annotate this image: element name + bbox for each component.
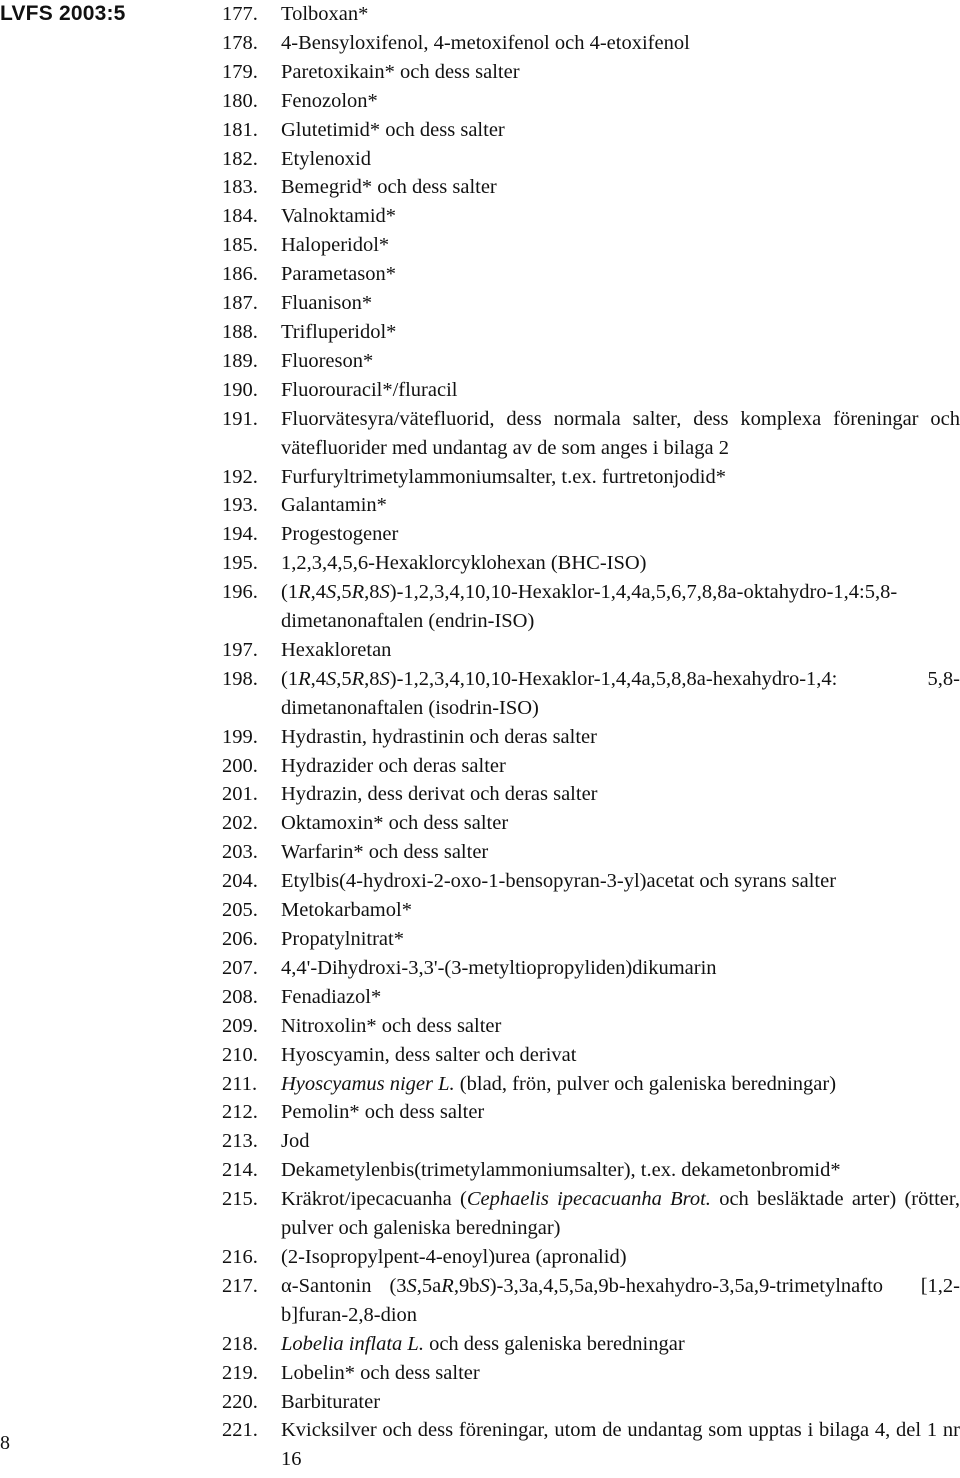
item-text xyxy=(281,491,960,520)
item-number: 199. xyxy=(222,725,258,748)
item-text xyxy=(281,1156,960,1185)
item-number: 208. xyxy=(222,985,258,1008)
list-item xyxy=(222,665,960,723)
item-text xyxy=(281,780,960,809)
item-number: 217. xyxy=(222,1274,258,1297)
text-run: Glutetimid* och dess salter xyxy=(281,118,505,141)
item-number: 216. xyxy=(222,1245,258,1268)
text-run: Paretoxikain* och dess salter xyxy=(281,60,520,83)
item-number: 183. xyxy=(222,176,258,199)
text-run: ,5 xyxy=(336,581,352,604)
item-number: 186. xyxy=(222,263,258,286)
list-item xyxy=(222,289,960,318)
list-item xyxy=(222,549,960,578)
document-id: LVFS 2003:5 xyxy=(0,2,126,25)
list-item xyxy=(222,58,960,87)
item-number: 196. xyxy=(222,581,258,604)
text-run: )-3,3a,4,5,5a,9b-hexahydro-3,5a,9-trimetylnafto [1,2-b]furan-2,8-dion xyxy=(281,1274,960,1326)
list-item xyxy=(222,809,960,838)
text-run: 1,2,3,4,5,6-Hexaklorcyklohexan (BHC-ISO) xyxy=(281,552,647,575)
item-text xyxy=(281,376,960,405)
list-item xyxy=(222,231,960,260)
text-run: Hyoscyamin, dess salter och derivat xyxy=(281,1043,577,1066)
item-text xyxy=(281,318,960,347)
item-number: 203. xyxy=(222,841,258,864)
list-item xyxy=(222,983,960,1012)
text-run: Jod xyxy=(281,1130,310,1153)
substance-list xyxy=(222,0,960,1474)
text-run: Fluoreson* xyxy=(281,349,374,372)
item-number: 198. xyxy=(222,667,258,690)
text-run: Haloperidol* xyxy=(281,234,390,257)
italic-text: S xyxy=(406,1274,417,1297)
text-run: α-Santonin xyxy=(281,1274,372,1297)
text-run: ,8 xyxy=(364,581,380,604)
text-run: Kvicksilver och dess föreningar, utom de undantag som upptas i bilaga 4, del 1 nr 16 xyxy=(281,1419,960,1471)
item-number: 188. xyxy=(222,320,258,343)
item-number: 218. xyxy=(222,1332,258,1355)
text-run: Hydrazin, dess derivat och deras salter xyxy=(281,783,598,806)
italic-text: Lobelia inflata L. xyxy=(281,1332,424,1355)
item-text xyxy=(281,867,960,896)
text-run: Lobelin* och dess salter xyxy=(281,1361,480,1384)
item-number: 177. xyxy=(222,3,258,25)
text-run: och besläktade arter) (rötter, pulver och galeniska beredningar) xyxy=(281,1188,960,1240)
text-run: Fluorouracil*/fluracil xyxy=(281,378,458,401)
text-run: (3 xyxy=(389,1274,407,1297)
item-text xyxy=(281,87,960,116)
list-item xyxy=(222,318,960,347)
item-number: 213. xyxy=(222,1130,258,1153)
italic-text: S xyxy=(479,1274,490,1297)
text-run: (1 xyxy=(281,667,299,690)
item-text xyxy=(281,578,960,636)
list-item xyxy=(222,491,960,520)
text-run: (2-Isopropylpent-4-enoyl)urea (apronalid) xyxy=(281,1245,627,1268)
list-item xyxy=(222,752,960,781)
item-text xyxy=(281,925,960,954)
list-item xyxy=(222,636,960,665)
text-run: 4,4'-Dihydroxi-3,3'-(3-metyltiopropyliden)dikumarin xyxy=(281,956,717,979)
text-run: )-1,2,3,4,10,10-Hexaklor-1,4,4a,5,8,8a-hexahydro-1,4: 5,8-dimetanonaftalen (isodrin-ISO) xyxy=(281,667,960,719)
item-number: 182. xyxy=(222,147,258,170)
item-text xyxy=(281,1359,960,1388)
item-text xyxy=(281,347,960,376)
list-item xyxy=(222,0,960,29)
list-item xyxy=(222,925,960,954)
item-text xyxy=(281,549,960,578)
text-run: )-1,2,3,4,10,10-Hexaklor-1,4,4a,5,6,7,8,8a-oktahydro-1,4:5,8-dimetanonaftalen (endrin-ISO) xyxy=(281,581,898,633)
text-run: Propatylnitrat* xyxy=(281,928,404,950)
item-text xyxy=(281,520,960,549)
item-text xyxy=(281,231,960,260)
text-run: 4-Bensyloxifenol, 4-metoxifenol och 4-etoxifenol xyxy=(281,31,690,54)
list-item xyxy=(222,202,960,231)
item-text xyxy=(281,1041,960,1070)
item-number: 197. xyxy=(222,638,258,661)
item-text xyxy=(281,1388,960,1417)
text-run: Warfarin* och dess salter xyxy=(281,841,489,864)
list-item xyxy=(222,173,960,202)
item-text xyxy=(281,463,960,492)
item-text xyxy=(281,665,960,723)
text-run: Oktamoxin* och dess salter xyxy=(281,812,509,835)
item-number: 179. xyxy=(222,60,258,83)
item-text xyxy=(281,405,960,463)
italic-text: S xyxy=(325,667,337,690)
list-item xyxy=(222,867,960,896)
list-item xyxy=(222,1012,960,1041)
list-item xyxy=(222,1330,960,1359)
item-number: 219. xyxy=(222,1361,258,1384)
item-number: 220. xyxy=(222,1390,258,1413)
item-text xyxy=(281,954,960,983)
text-run: Tolboxan* xyxy=(281,3,369,25)
item-text xyxy=(281,1272,960,1330)
item-text xyxy=(281,1070,960,1099)
list-item xyxy=(222,838,960,867)
item-number: 194. xyxy=(222,523,258,546)
item-number: 214. xyxy=(222,1159,258,1182)
list-item xyxy=(222,723,960,752)
text-run: Fluorvätesyra/vätefluorid, dess normala salter, dess komplexa föreningar och vätefluorider med undantag av de som anges i bilaga 2 xyxy=(281,407,960,459)
item-text xyxy=(281,636,960,665)
item-number: 202. xyxy=(222,812,258,835)
text-run: Metokarbamol* xyxy=(281,899,412,922)
text-run: Bemegrid* och dess salter xyxy=(281,176,497,199)
text-run: (blad, frön, pulver och galeniska beredningar) xyxy=(454,1072,837,1095)
text-run: ,4 xyxy=(310,581,326,604)
text-run: Valnoktamid* xyxy=(281,205,397,228)
italic-text: R xyxy=(441,1274,454,1297)
list-item xyxy=(222,896,960,925)
text-run: Progestogener xyxy=(281,523,399,546)
list-item xyxy=(222,1041,960,1070)
item-number: 210. xyxy=(222,1043,258,1066)
list-item xyxy=(222,1388,960,1417)
list-item xyxy=(222,1272,960,1330)
page-number: 8 xyxy=(0,1432,10,1454)
item-number: 215. xyxy=(222,1188,258,1211)
item-text xyxy=(281,1243,960,1272)
item-text xyxy=(281,809,960,838)
text-run: ,5a xyxy=(416,1274,442,1297)
item-text xyxy=(281,1127,960,1156)
list-item xyxy=(222,1156,960,1185)
list-item xyxy=(222,1098,960,1127)
text-run: Hexakloretan xyxy=(281,638,392,661)
text-run: och dess galeniska beredningar xyxy=(423,1332,685,1355)
text-run: (1 xyxy=(281,581,299,604)
item-number: 211. xyxy=(222,1072,258,1095)
list-item xyxy=(222,405,960,463)
item-number: 193. xyxy=(222,494,258,517)
list-item xyxy=(222,1070,960,1099)
item-text xyxy=(281,1185,960,1243)
text-run: ,5 xyxy=(336,667,352,690)
text-run: Trifluperidol* xyxy=(281,320,397,343)
item-number: 206. xyxy=(222,928,258,950)
item-number: 205. xyxy=(222,899,258,922)
item-text xyxy=(281,752,960,781)
text-run: Barbiturater xyxy=(281,1390,381,1413)
item-number: 190. xyxy=(222,378,258,401)
item-text xyxy=(281,896,960,925)
text-run: Hydrazider och deras salter xyxy=(281,754,506,777)
list-item xyxy=(222,1359,960,1388)
list-item xyxy=(222,145,960,174)
item-number: 221. xyxy=(222,1419,258,1442)
list-item xyxy=(222,520,960,549)
list-item xyxy=(222,87,960,116)
item-text xyxy=(281,202,960,231)
text-run: Fenadiazol* xyxy=(281,985,382,1008)
item-number: 201. xyxy=(222,783,258,806)
italic-text: S xyxy=(325,581,337,604)
italic-text: R xyxy=(298,581,311,604)
text-run: Kräkrot/ipecacuanha ( xyxy=(281,1188,467,1211)
item-text xyxy=(281,983,960,1012)
item-text xyxy=(281,838,960,867)
item-number: 189. xyxy=(222,349,258,372)
text-run: Parametason* xyxy=(281,263,396,286)
item-number: 192. xyxy=(222,465,258,488)
list-item xyxy=(222,1127,960,1156)
text-run: Furfuryltrimetylammoniumsalter, t.ex. furtretonjodid* xyxy=(281,465,726,488)
text-run: Etylbis(4-hydroxi-2-oxo-1-bensopyran-3-yl)acetat och syrans salter xyxy=(281,870,837,893)
item-number: 204. xyxy=(222,870,258,893)
item-text xyxy=(281,1012,960,1041)
item-text xyxy=(281,260,960,289)
italic-text: S xyxy=(379,667,390,690)
item-number: 178. xyxy=(222,31,258,54)
item-number: 185. xyxy=(222,234,258,257)
text-run: Dekametylenbis(trimetylammoniumsalter), t.ex. dekametonbromid* xyxy=(281,1159,841,1182)
item-text xyxy=(281,1098,960,1127)
list-item xyxy=(222,116,960,145)
italic-text: R xyxy=(351,667,365,690)
list-item xyxy=(222,347,960,376)
item-text xyxy=(281,289,960,318)
italic-text: Cephaelis ipecacuanha Brot. xyxy=(466,1188,711,1211)
list-item xyxy=(222,1243,960,1272)
item-number: 195. xyxy=(222,552,258,575)
list-item xyxy=(222,780,960,809)
text-run: Nitroxolin* och dess salter xyxy=(281,1014,502,1037)
item-text xyxy=(281,723,960,752)
text-run: Fenozolon* xyxy=(281,89,378,112)
text-run: Hydrastin, hydrastinin och deras salter xyxy=(281,725,597,748)
text-run: ,8 xyxy=(364,667,380,690)
italic-text: R xyxy=(298,667,311,690)
item-text xyxy=(281,0,960,29)
text-run: Galantamin* xyxy=(281,494,387,517)
item-number: 200. xyxy=(222,754,258,777)
list-item xyxy=(222,954,960,983)
item-text xyxy=(281,1416,960,1474)
italic-text: R xyxy=(351,581,365,604)
item-text xyxy=(281,116,960,145)
item-number: 180. xyxy=(222,89,258,112)
item-text xyxy=(281,145,960,174)
list-item xyxy=(222,29,960,58)
list-item xyxy=(222,463,960,492)
text-run: ,9b xyxy=(453,1274,480,1297)
list-item xyxy=(222,578,960,636)
item-number: 187. xyxy=(222,292,258,315)
item-number: 191. xyxy=(222,407,258,430)
item-text xyxy=(281,173,960,202)
item-number: 184. xyxy=(222,205,258,228)
italic-text: Hyoscyamus niger L. xyxy=(281,1072,455,1095)
list-item xyxy=(222,1416,960,1474)
list-item xyxy=(222,260,960,289)
text-run: Pemolin* och dess salter xyxy=(281,1101,485,1124)
item-number: 181. xyxy=(222,118,258,141)
text-run: Fluanison* xyxy=(281,292,373,315)
item-text xyxy=(281,1330,960,1359)
text-run: ,4 xyxy=(310,667,326,690)
list-item xyxy=(222,1185,960,1243)
item-number: 207. xyxy=(222,956,258,979)
list-item xyxy=(222,376,960,405)
italic-text: S xyxy=(379,581,390,604)
item-text xyxy=(281,29,960,58)
text-run: Etylenoxid xyxy=(281,147,371,170)
item-number: 212. xyxy=(222,1101,258,1124)
item-number: 209. xyxy=(222,1014,258,1037)
item-text xyxy=(281,58,960,87)
